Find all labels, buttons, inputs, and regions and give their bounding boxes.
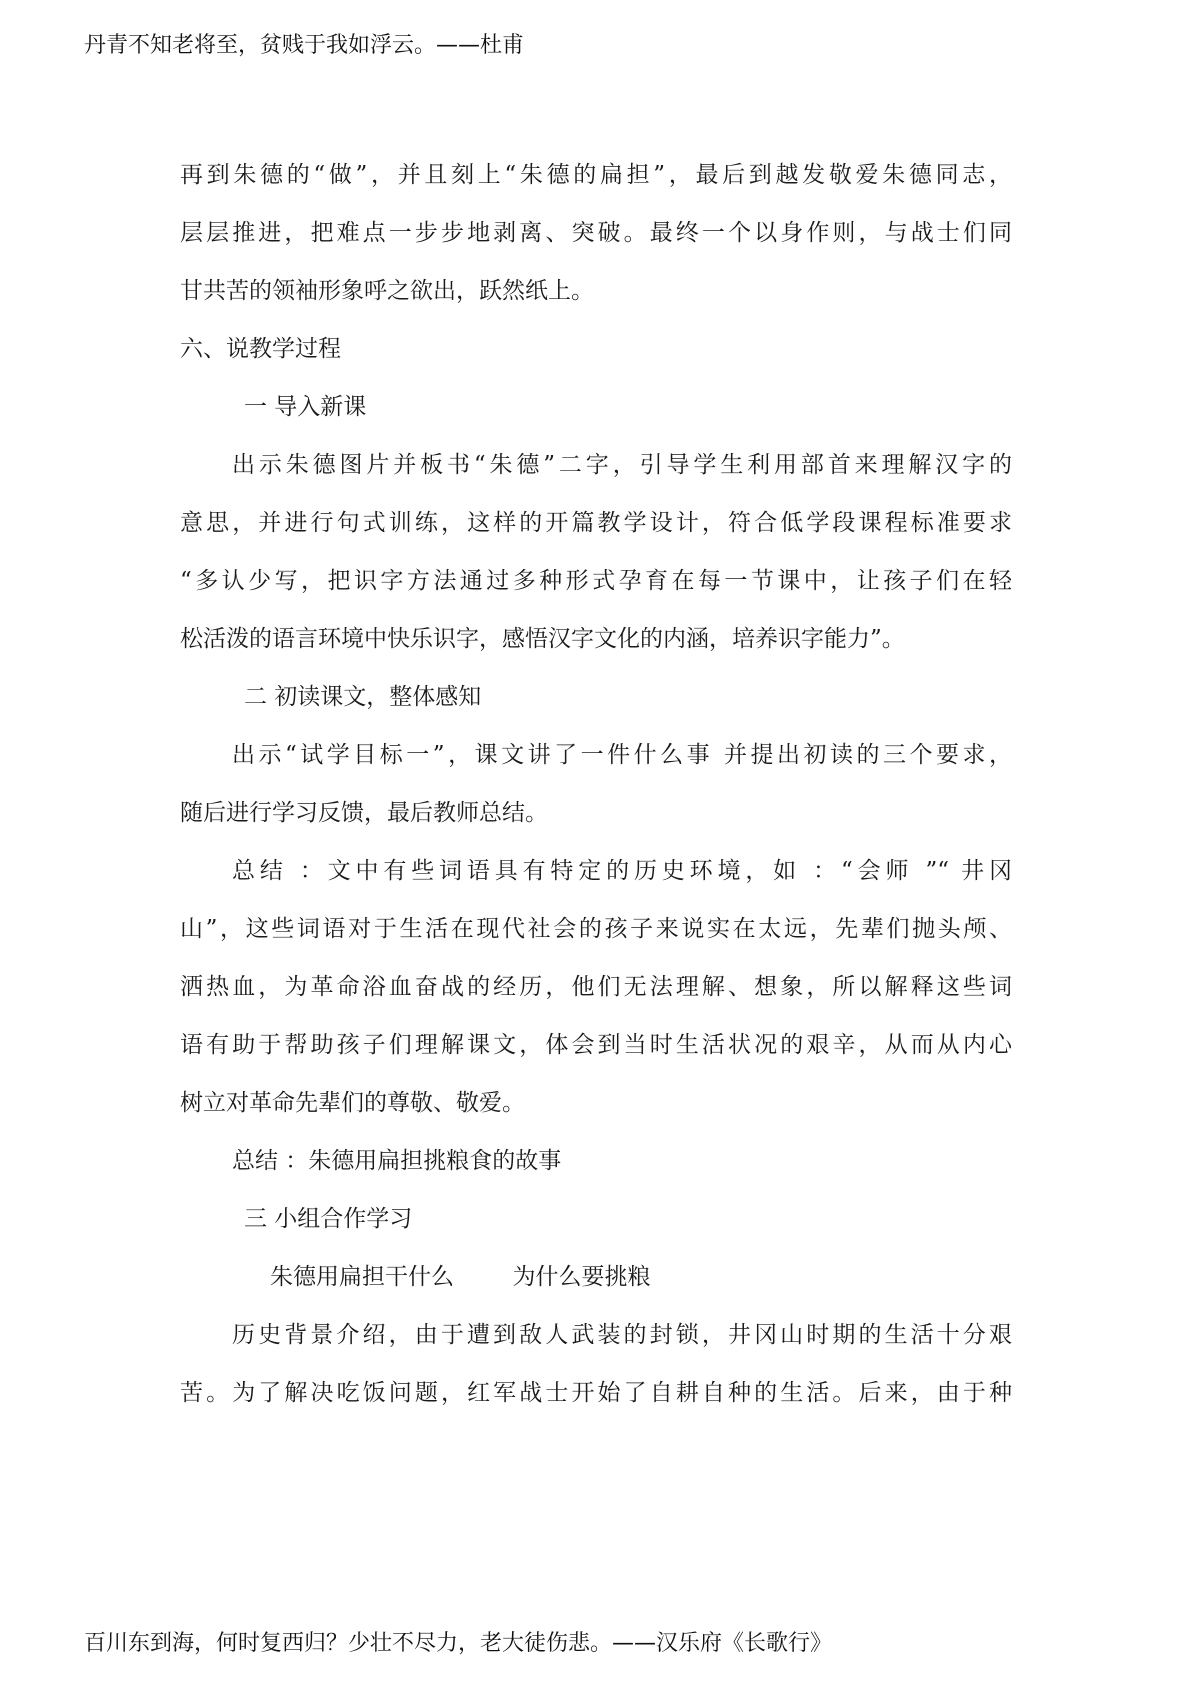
paragraph-line: 甘共苦的领袖形象呼之欲出，跃然纸上。 — [180, 278, 594, 304]
summary-line: 总结 ：朱德用扁担挑粮食的故事 — [232, 1148, 562, 1174]
paragraph-line: 洒热血，为革命浴血奋战的经历，他们无法理解、想象，所以解释这些词 — [180, 974, 1012, 1000]
paragraph-line: 树立对革命先辈们的尊敬、敬爱。 — [180, 1090, 525, 1116]
paragraph-line: 再到朱德的“做”，并且刻上“朱德的扁担”，最后到越发敬爱朱德同志， — [180, 162, 1012, 188]
paragraph-line: 松活泼的语言环境中快乐识字，感悟汉字文化的内涵，培养识字能力”。 — [180, 626, 905, 652]
subsection-heading: 三 小组合作学习 — [244, 1206, 413, 1232]
question-line: 朱德用扁担干什么 为什么要挑粮 — [270, 1264, 651, 1290]
subsection-heading: 一 导入新课 — [244, 394, 367, 420]
paragraph-line: 历史背景介绍，由于遭到敌人武装的封锁，井冈山时期的生活十分艰 — [232, 1322, 1012, 1348]
paragraph-line: 山”，这些词语对于生活在现代社会的孩子来说实在太远，先辈们抛头颅、 — [180, 916, 1012, 942]
paragraph-line: 总结 ：文中有些词语具有特定的历史环境，如 ：“会师 ”“ 井冈 — [232, 858, 1012, 884]
paragraph-line: 出示朱德图片并板书“朱德”二字，引导学生利用部首来理解汉字的 — [232, 452, 1012, 478]
paragraph-line: 出示“试学目标一”，课文讲了一件什么事 并提出初读的三个要求， — [232, 742, 1012, 768]
subsection-heading: 二 初读课文，整体感知 — [244, 684, 482, 710]
footer-quote: 百川东到海，何时复西归？少壮不尽力，老大徒伤悲。——汉乐府《长歌行》 — [84, 1631, 833, 1656]
paragraph-line: “多认少写，把识字方法通过多种形式孕育在每一节课中，让孩子们在轻 — [180, 568, 1012, 594]
header-quote: 丹青不知老将至，贫贱于我如浮云。——杜甫 — [84, 33, 525, 58]
section-heading: 六、说教学过程 — [180, 336, 341, 362]
paragraph-line: 随后进行学习反馈，最后教师总结。 — [180, 800, 548, 826]
paragraph-line: 意思，并进行句式训练，这样的开篇教学设计，符合低学段课程标准要求 — [180, 510, 1012, 536]
paragraph-line: 语有助于帮助孩子们理解课文，体会到当时生活状况的艰辛，从而从内心 — [180, 1032, 1012, 1058]
paragraph-line: 苦。为了解决吃饭问题，红军战士开始了自耕自种的生活。后来，由于种 — [180, 1380, 1012, 1406]
paragraph-line: 层层推进，把难点一步步地剥离、突破。最终一个以身作则，与战士们同 — [180, 220, 1012, 246]
